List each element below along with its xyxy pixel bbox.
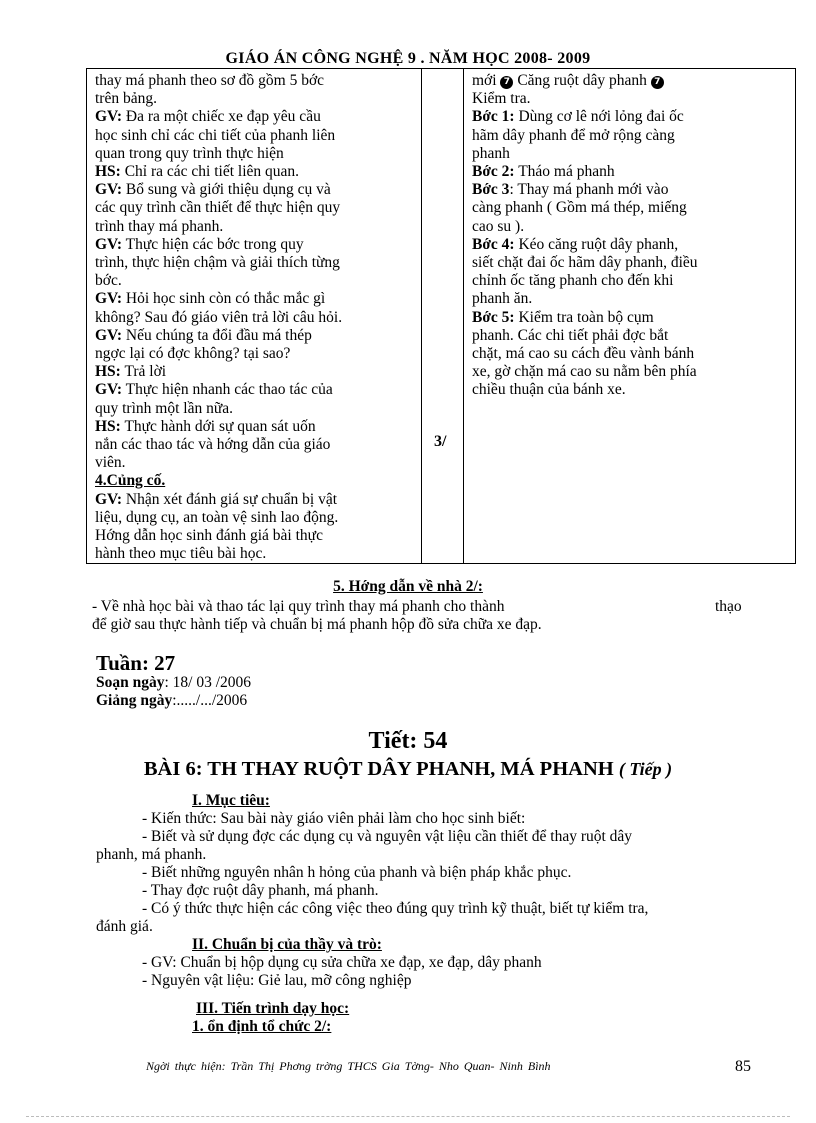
content-first-line: mới 7 Căng ruột dây phanh 7 [472, 72, 789, 90]
teach-date-value: :...../.../2006 [172, 692, 248, 709]
objective-item: - Kiến thức: Sau bài này giáo viên phải làm cho học sinh biết: [142, 810, 526, 827]
text-line: chiều thuận của bánh xe. [472, 381, 626, 399]
text-line: chỉnh ốc tăng phanh cho đến khi [472, 272, 674, 290]
text-line: phanh. Các chi tiết phải đợc bắt [472, 326, 669, 344]
text-line: trên bảng. [95, 90, 157, 108]
text-line: GV: Bổ sung và giới thiệu dụng cụ và [95, 181, 331, 199]
text-line: quy trình một lần nữa. [95, 399, 233, 417]
page-header: GIÁO ÁN CÔNG NGHỆ 9 . NĂM HỌC 2008- 2009 [225, 50, 591, 67]
text-line: bớc. [95, 272, 122, 290]
time-cell [422, 69, 464, 564]
number-7-icon: 7 [500, 76, 513, 89]
homework-line-1-end: thạo [715, 598, 742, 615]
text-line: không? Sau đó giáo viên trả lời câu hỏi. [95, 308, 343, 326]
text-line: viên. [95, 454, 126, 472]
time-label: 3/ [434, 433, 447, 450]
objective-item: đánh giá. [96, 918, 153, 935]
homework-line-2: để giờ sau thực hành tiếp và chuẩn bị má phanh hộp đồ sửa chữa xe đạp. [92, 616, 542, 633]
preparation-heading: II. Chuẩn bị của thầy và trò: [192, 936, 382, 953]
homework-line-1: - Về nhà học bài và thao tác lại quy trình thay má phanh cho thành [92, 598, 505, 615]
text-line: phanh [472, 144, 510, 162]
text-line: chặt, má cao su cách đều vành bánh [472, 345, 695, 363]
objectives-heading: I. Mục tiêu: [192, 792, 270, 809]
number-7-icon: 7 [651, 76, 664, 89]
text-line: ngợc lại có đợc không? tại sao? [95, 345, 291, 363]
text-line: trình thay má phanh. [95, 217, 224, 235]
text-line: GV: Thực hiện nhanh các thao tác của [95, 381, 333, 399]
text-line: Hớng dẫn học sinh đánh giá bài thực [95, 527, 323, 545]
text-line: Bớc 4: Kéo căng ruột dây phanh, [472, 235, 679, 253]
text-line: GV: Nếu chúng ta đổi đầu má thép [95, 326, 312, 344]
text-line: quan trong quy trình thực hiện [95, 144, 284, 162]
text-line: phanh ăn. [472, 290, 533, 308]
text-line: GV: Đa ra một chiếc xe đạp yêu cầu [95, 108, 321, 126]
content-text [472, 72, 789, 400]
text-line: liệu, dụng cụ, an toàn vệ sinh lao động. [95, 508, 339, 526]
text-line: 4.Củng cố. [95, 472, 166, 490]
text-line: Bớc 3: Thay má phanh mới vào [472, 181, 669, 199]
text-line: Bớc 5: Kiểm tra toàn bộ cụm [472, 308, 654, 326]
homework-heading: 5. Hớng dẫn về nhà 2/: [333, 578, 483, 595]
text-line: thay má phanh theo sơ đồ gồm 5 bớc [95, 72, 325, 89]
text-line: hãm dây phanh để mở rộng càng [472, 126, 675, 144]
text-line: HS: Chỉ ra các chi tiết liên quan. [95, 163, 300, 181]
activity-text [95, 72, 415, 563]
page-divider [26, 1116, 790, 1117]
process-subheading: 1. ổn định tổ chức 2/: [192, 1018, 332, 1035]
activity-cell [87, 69, 422, 564]
week-title: Tuần: 27 [96, 651, 176, 675]
text-line: Bớc 2: Tháo má phanh [472, 163, 615, 181]
text-line: GV: Thực hiện các bớc trong quy [95, 235, 304, 253]
preparation-item: - Nguyên vật liệu: Giẻ lau, mỡ công nghiệp [142, 972, 412, 989]
lesson-table [86, 68, 796, 564]
objective-item: - Thay đợc ruột dây phanh, má phanh. [142, 882, 379, 899]
prep-date-label: Soạn ngày [96, 674, 165, 691]
objective-item: - Biết và sử dụng đợc các dụng cụ và nguyên vật liệu cần thiết để thay ruột dây [142, 828, 633, 845]
preparation-item: - GV: Chuẩn bị hộp dụng cụ sửa chữa xe đạp, xe đạp, dây phanh [142, 954, 542, 971]
text-line: càng phanh ( Gồm má thép, miếng [472, 199, 687, 217]
process-heading: III. Tiến trình dạy học: [196, 1000, 350, 1017]
objective-item: - Có ý thức thực hiện các công việc theo đúng quy trình kỹ thuật, biết tự kiểm tra, [142, 900, 649, 917]
text-line: hành theo mục tiêu bài học. [95, 545, 267, 563]
content-cell [464, 69, 796, 564]
text-line: Bớc 1: Dùng cơ lê nới lỏng đai ốc [472, 108, 684, 126]
text-line: học sinh chỉ các chi tiết của phanh liên [95, 126, 336, 144]
objective-item: - Biết những nguyên nhân h hỏng của phanh và biện pháp khắc phục. [142, 864, 572, 881]
lesson-title-suffix: ( Tiếp ) [618, 759, 673, 779]
teach-date-label: Giảng ngày [96, 692, 173, 709]
objective-item: phanh, má phanh. [96, 846, 207, 863]
text-line: HS: Thực hành dới sự quan sát uốn [95, 417, 316, 435]
period-title: Tiết: 54 [368, 728, 448, 754]
page-number: 85 [735, 1058, 751, 1075]
page-footer: Ngời thực hiện: Trần Thị Phơng trờng THCS Gia Tờng- Nho Quan- Ninh Bình [146, 1059, 551, 1073]
text-line: HS: Trả lời [95, 363, 167, 381]
lesson-title: BÀI 6: TH THAY RUỘT DÂY PHANH, MÁ PHANH ( Tiếp ) [143, 758, 673, 780]
text-line: Kiểm tra. [472, 90, 531, 108]
text-line: GV: Hỏi học sinh còn có thắc mắc gì [95, 290, 326, 308]
text-line: GV: Nhận xét đánh giá sự chuẩn bị vật [95, 490, 338, 508]
prep-date-value: : 18/ 03 /2006 [164, 674, 252, 691]
text-line: xe, gờ chặn má cao su nằm bên phía [472, 363, 697, 381]
text-line: cao su ). [472, 217, 525, 235]
text-line: nắn các thao tác và hớng dẫn của giáo [95, 436, 331, 454]
text-line: siết chặt đai ốc hãm dây phanh, điều [472, 254, 698, 272]
text-line: trình, thực hiện chậm và giải thích từng [95, 254, 340, 272]
text-line: các quy trình cần thiết để thực hiện quy [95, 199, 341, 217]
